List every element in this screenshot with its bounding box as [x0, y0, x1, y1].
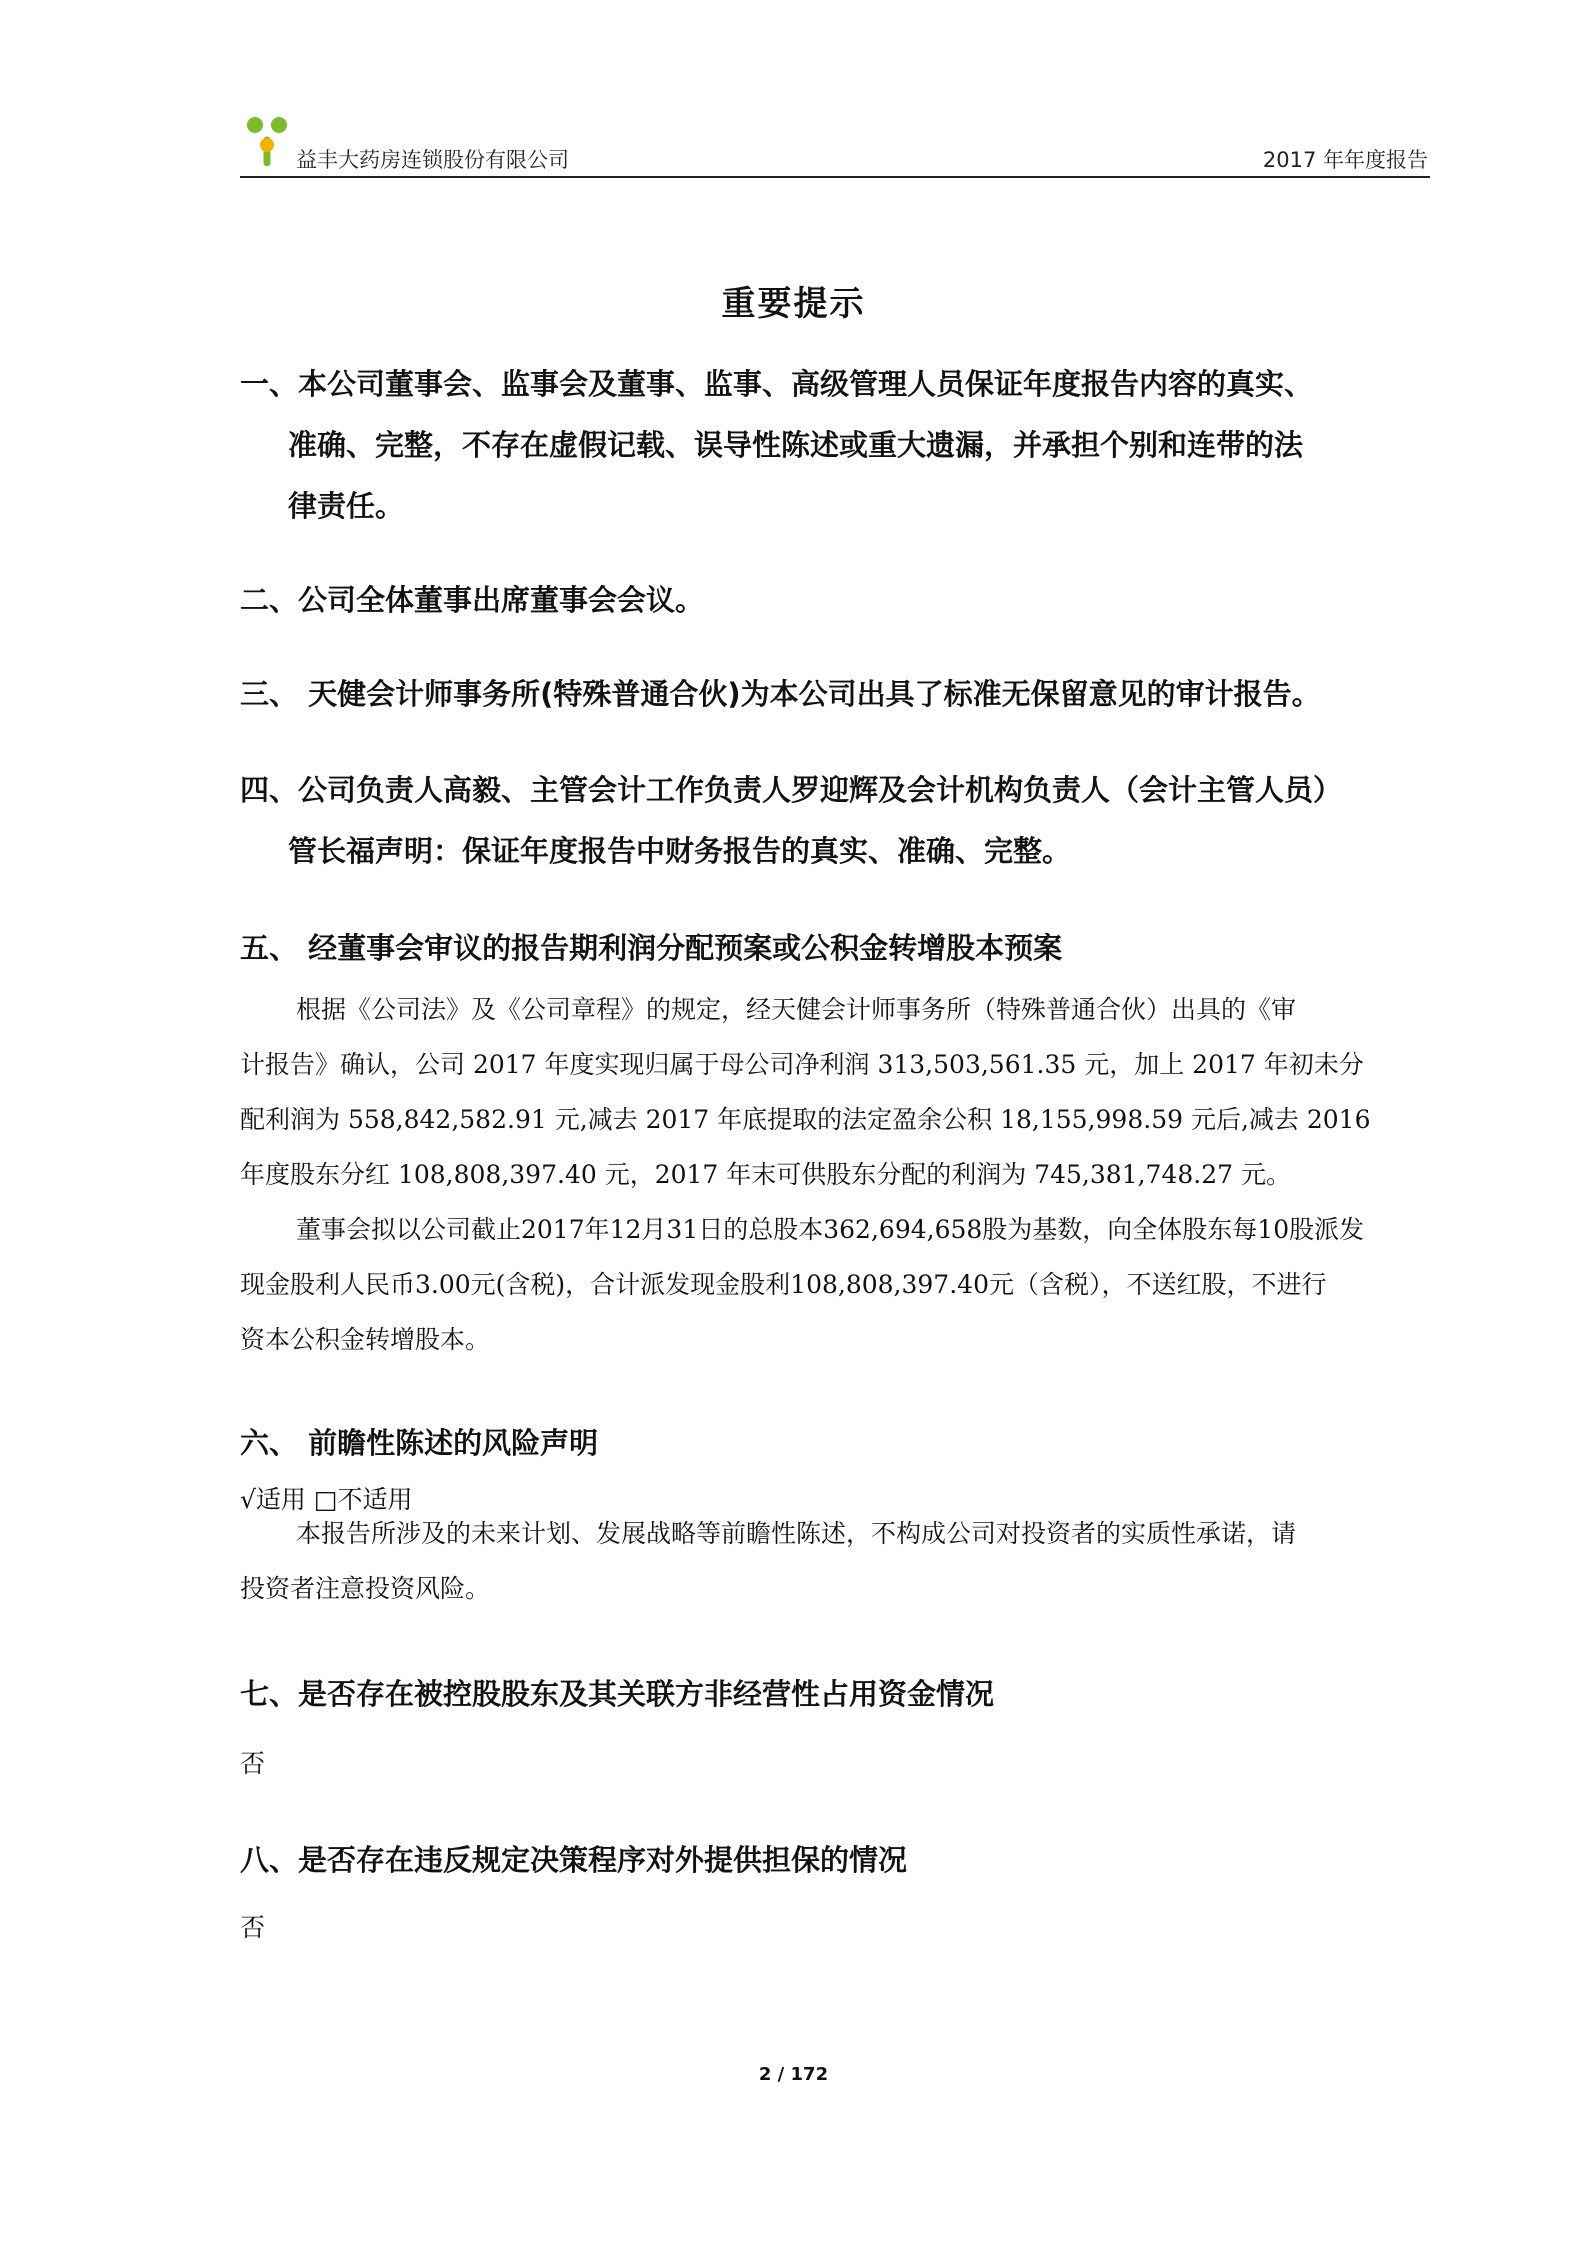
- page-number: 2 / 172: [758, 2064, 829, 2085]
- section-5-heading: 五、 经董事会审议的报告期利润分配预案或公积金转增股本预案: [240, 931, 1063, 965]
- section-7-answer: 否: [240, 1749, 266, 1778]
- paragraph-line: 配利润为 558,842,582.91 元,减去 2017 年底提取的法定盈余公积 18,155,998.59 元后,减去 2016: [240, 1105, 1371, 1134]
- section-8-answer: 否: [240, 1913, 266, 1942]
- section-5-paragraph-2: [240, 1202, 1435, 1367]
- company-name: 益丰大药房连锁股份有限公司: [296, 148, 569, 172]
- paragraph-line: 根据《公司法》及《公司章程》的规定，经天健会计师事务所（特殊普通合伙）出具的《审: [296, 995, 1297, 1024]
- item-4: [240, 760, 1435, 882]
- applicability-checkbox-row: √适用 □不适用: [240, 1485, 413, 1514]
- page-title: 重要提示: [721, 284, 866, 324]
- company-logo-icon: [246, 116, 288, 166]
- section-7-heading: 七、是否存在被控股股东及其关联方非经营性占用资金情况: [240, 1677, 995, 1711]
- paragraph-line: 年度股东分红 108,808,397.40 元，2017 年末可供股东分配的利润为 745,381,748.27 元。: [240, 1160, 1291, 1189]
- report-name: 2017 年年度报告: [1262, 148, 1428, 172]
- paragraph-line: 董事会拟以公司截止2017年12月31日的总股本362,694,658股为基数，向全体股东每10股派发: [296, 1215, 1365, 1244]
- item-text: 公司负责人高毅、主管会计工作负责人罗迎辉及会计机构负责人（会计主管人员）: [298, 773, 1343, 807]
- item-number: 一、: [240, 367, 299, 401]
- item-text: 本公司董事会、监事会及董事、监事、高级管理人员保证年度报告内容的真实、: [298, 367, 1314, 401]
- item-text-line2: 管长福声明：保证年度报告中财务报告的真实、准确、完整。: [288, 834, 1072, 868]
- item-text: 公司全体董事出席董事会会议。: [298, 583, 705, 617]
- item-text: 天健会计师事务所(特殊普通合伙)为本公司出具了标准无保留意见的审计报告。: [298, 677, 1321, 711]
- section-6-paragraph: [240, 1506, 1435, 1616]
- paragraph-line: 本报告所涉及的未来计划、发展战略等前瞻性陈述，不构成公司对投资者的实质性承诺，请: [296, 1519, 1297, 1548]
- item-number: 四、: [240, 773, 299, 807]
- section-8-heading: 八、是否存在违反规定决策程序对外提供担保的情况: [240, 1843, 908, 1877]
- item-1: [240, 354, 1435, 537]
- paragraph-line: 投资者注意投资风险。: [240, 1574, 491, 1603]
- item-number: 二、: [240, 583, 299, 617]
- paragraph-line: 现金股利人民币3.00元(含税)，合计派发现金股利108,808,397.40元（含税），不送红股，不进行: [240, 1270, 1327, 1299]
- item-3: [240, 664, 1435, 725]
- item-text-line2: 准确、完整，不存在虚假记载、误导性陈述或重大遗漏，并承担个别和连带的法: [288, 428, 1304, 462]
- item-2: [240, 570, 1435, 631]
- item-text-line3: 律责任。: [288, 489, 405, 523]
- item-number: 三、: [240, 677, 299, 711]
- paragraph-line: 计报告》确认，公司 2017 年度实现归属于母公司净利润 313,503,561.35 元，加上 2017 年初未分: [240, 1050, 1364, 1079]
- page-header: [240, 108, 1430, 178]
- section-6-heading: 六、 前瞻性陈述的风险声明: [240, 1426, 599, 1460]
- section-5-paragraph-1: [240, 982, 1435, 1202]
- paragraph-line: 资本公积金转增股本。: [240, 1325, 491, 1354]
